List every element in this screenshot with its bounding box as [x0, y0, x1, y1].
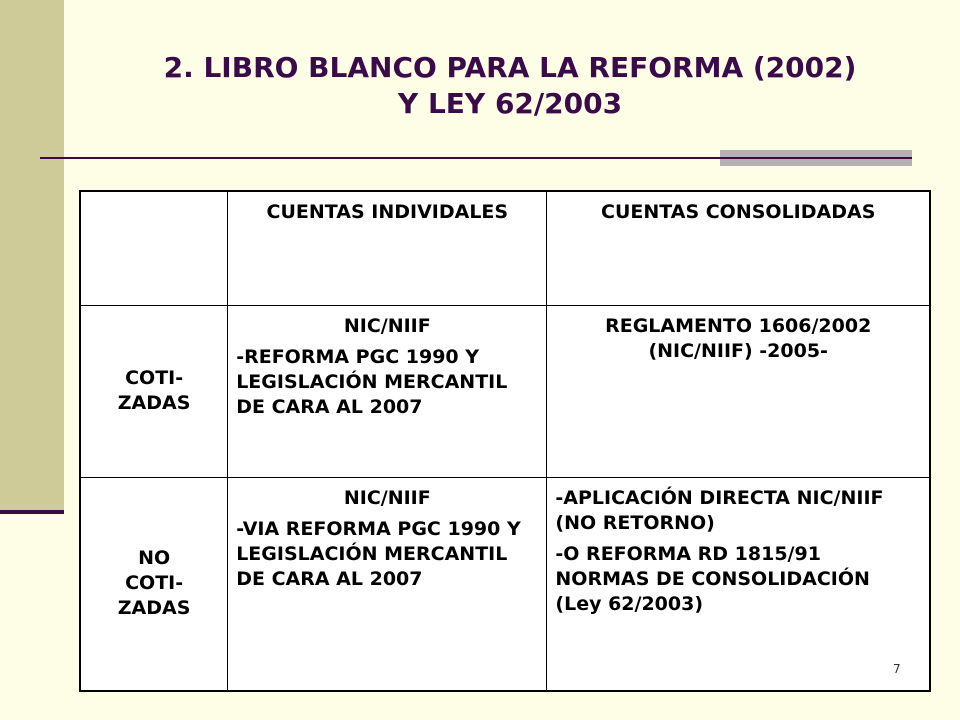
header-cell-consolidadas: CUENTAS CONSOLIDADAS	[547, 191, 930, 305]
cell-no-cotizadas-consolidadas	[547, 477, 930, 691]
slide-number: 7	[893, 662, 901, 676]
row-label-cotizadas	[80, 305, 228, 477]
cell-item: -O REFORMA RD 1815/91 NORMAS DE CONSOLIDACIÓN (Ley 62/2003)	[555, 542, 870, 615]
cell-item: -VIA REFORMA PGC 1990 Y LEGISLACIÓN MERCANTIL DE CARA AL 2007	[236, 517, 521, 590]
slide-title-line-2: Y LEY 62/2003	[397, 87, 623, 120]
cell-heading: NIC/NIIF	[343, 314, 431, 337]
row-label-no-cotizadas	[80, 477, 228, 691]
slide-title	[80, 50, 940, 122]
cell-heading: REGLAMENTO 1606/2002 (NIC/NIIF) -2005-	[605, 314, 872, 362]
row-label-text: NO COTI- ZADAS	[117, 547, 191, 620]
left-bar-underline	[0, 510, 64, 514]
cell-cotizadas-consolidadas	[547, 305, 930, 477]
table-row-cotizadas	[80, 305, 930, 477]
cell-item: -APLICACIÓN DIRECTA NIC/NIIF (NO RETORNO)	[555, 486, 884, 534]
cell-no-cotizadas-individuales	[228, 477, 547, 691]
cell-heading: NIC/NIIF	[343, 486, 431, 509]
row-label-text: COTI- ZADAS	[117, 367, 191, 414]
title-rule-accent	[720, 150, 912, 166]
header-cell-individuales: CUENTAS INDIVIDALES	[228, 191, 547, 305]
table-row-no-cotizadas	[80, 477, 930, 691]
table-header-row	[80, 191, 930, 305]
left-decorative-bar	[0, 0, 64, 510]
header-cell-empty	[80, 191, 228, 305]
cell-cotizadas-individuales	[228, 305, 547, 477]
cell-item: -REFORMA PGC 1990 Y LEGISLACIÓN MERCANTIL DE CARA AL 2007	[236, 345, 508, 418]
comparison-table	[79, 190, 931, 692]
slide-title-line-1: 2. LIBRO BLANCO PARA LA REFORMA (2002)	[163, 51, 857, 84]
